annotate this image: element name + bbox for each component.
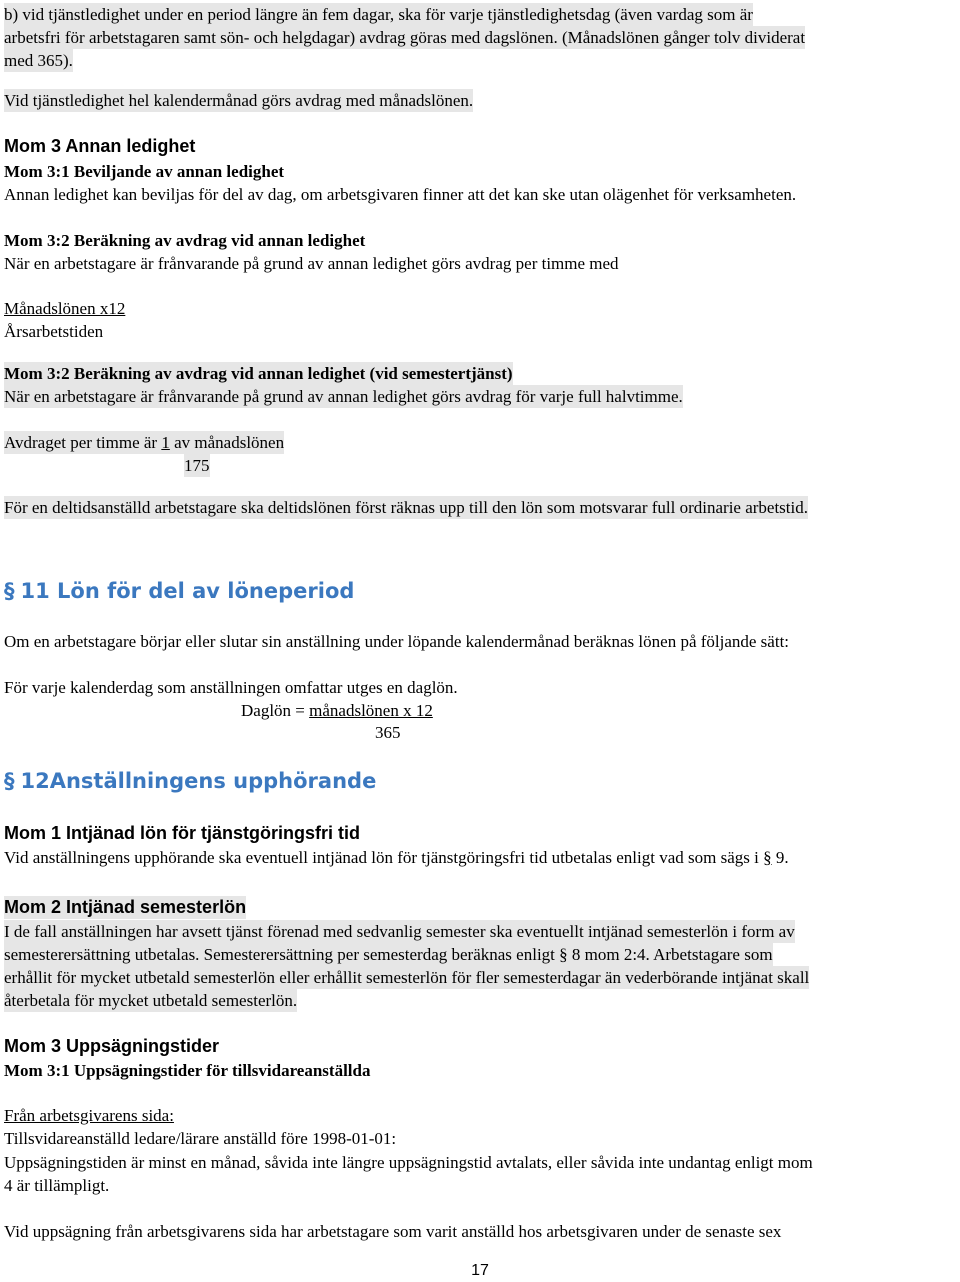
section-symbol-icon: §: [4, 579, 15, 603]
text-line: semesterersättning utbetalas. Semesterersättning per semesterdag beräknas enligt § 8 mom 2:4. Arbetstagare som: [4, 945, 773, 964]
page-number: 17: [471, 1262, 489, 1279]
heading-mom31-uppsagning: Mom 3:1 Uppsägningstider för tillsvidareanställda: [4, 1061, 371, 1080]
section-heading-11: [4, 577, 354, 605]
heading-mom31: Mom 3:1 Beviljande av annan ledighet: [4, 162, 285, 181]
heading-mom2: Mom 2 Intjänad semesterlön: [4, 897, 247, 917]
heading-mom32: Mom 3:2 Beräkning av avdrag vid annan ledighet: [4, 231, 366, 250]
text-line: med 365).: [4, 51, 73, 70]
avdrag-denominator: 175: [184, 456, 210, 475]
formula-numerator: Månadslönen x12: [4, 299, 126, 318]
paragraph: Om en arbetstagare börjar eller slutar sin anställning under löpande kalendermånad beräknas lönen på följande sätt:: [4, 632, 790, 651]
heading-mom1: Mom 1 Intjänad lön för tjänstgöringsfri tid: [4, 823, 360, 843]
text-line: erhållit för mycket utbetald semesterlön eller erhållit semesterlön för fler semesterdagar än vederbörande intjänat skall: [4, 968, 810, 987]
paragraph: För en deltidsanställd arbetstagare ska deltidslönen först räknas upp till den lön som motsvarar full ordinarie arbetstid.: [4, 498, 808, 517]
paragraph-text: 9.: [771, 848, 789, 867]
text-line: Vid tjänstledighet hel kalendermånad görs avdrag med månadslönen.: [4, 91, 474, 110]
paragraph: För varje kalenderdag som anställningen omfattar utges en daglön.: [4, 678, 458, 697]
heading-mom3: Mom 3 Annan ledighet: [4, 136, 196, 156]
text-line: återbetala för mycket utbetald semesterlön.: [4, 991, 298, 1010]
paragraph: Annan ledighet kan beviljas för del av dag, om arbetsgivaren finner att det kan ske utan olägenhet för verksamheten.: [4, 185, 797, 204]
heading-mom32-semester: Mom 3:2 Beräkning av avdrag vid annan ledighet (vid semestertjänst): [4, 364, 513, 383]
heading-mom3-uppsagning: Mom 3 Uppsägningstider: [4, 1036, 220, 1056]
section-title: 12Anställningens upphörande: [20, 769, 377, 793]
section-title: 11 Lön för del av löneperiod: [20, 579, 355, 603]
avdrag-suffix: av månadslönen: [169, 433, 285, 452]
text-line: Tillsvidareanställd ledare/lärare anställd före 1998-01-01:: [4, 1129, 397, 1148]
text-line: I de fall anställningen har avsett tjänst förenad med sedvanlig semester ska eventuellt intjänad semesterlön i form av: [4, 922, 795, 941]
daglon-formula: [241, 699, 433, 722]
section-heading-12: [4, 767, 376, 795]
section-reference-link[interactable]: §: [763, 848, 772, 867]
subheading: Från arbetsgivarens sida:: [4, 1106, 174, 1125]
daglon-denominator: 365: [375, 723, 401, 742]
text-line: Uppsägningstiden är minst en månad, såvida inte längre uppsägningstid avtalats, eller såvida inte undantag enligt mom: [4, 1153, 813, 1172]
text-line: Vid uppsägning från arbetsgivarens sida har arbetstagare som varit anställd hos arbetsgivaren under de senaste sex: [4, 1222, 782, 1241]
paragraph: När en arbetstagare är frånvarande på grund av annan ledighet görs avdrag per timme med: [4, 254, 619, 273]
formula-denominator: Årsarbetstiden: [4, 322, 104, 341]
daglon-numerator: månadslönen x 12: [309, 701, 433, 720]
text-line: arbetsfri för arbetstagaren samt sön- och helgdagar) avdrag göras med dagslönen. (Månadslönen gånger tolv dividerat: [4, 28, 806, 47]
avdrag-prefix: Avdraget per timme är: [4, 433, 162, 452]
avdrag-formula: [4, 431, 284, 454]
paragraph-text: Vid anställningens upphörande ska eventuell intjänad lön för tjänstgöringsfri tid utbetalas enligt vad som sägs i: [4, 848, 764, 867]
paragraph: [4, 846, 789, 869]
section-symbol-icon: §: [4, 769, 15, 793]
avdrag-numerator: 1: [161, 433, 170, 452]
text-line: b) vid tjänstledighet under en period längre än fem dagar, ska för varje tjänstledighetsdag (även vardag som är: [4, 5, 753, 24]
paragraph: När en arbetstagare är frånvarande på grund av annan ledighet görs avdrag för varje full halvtimme.: [4, 387, 683, 406]
daglon-label: Daglön =: [241, 701, 310, 720]
text-line: 4 är tillämpligt.: [4, 1176, 110, 1195]
